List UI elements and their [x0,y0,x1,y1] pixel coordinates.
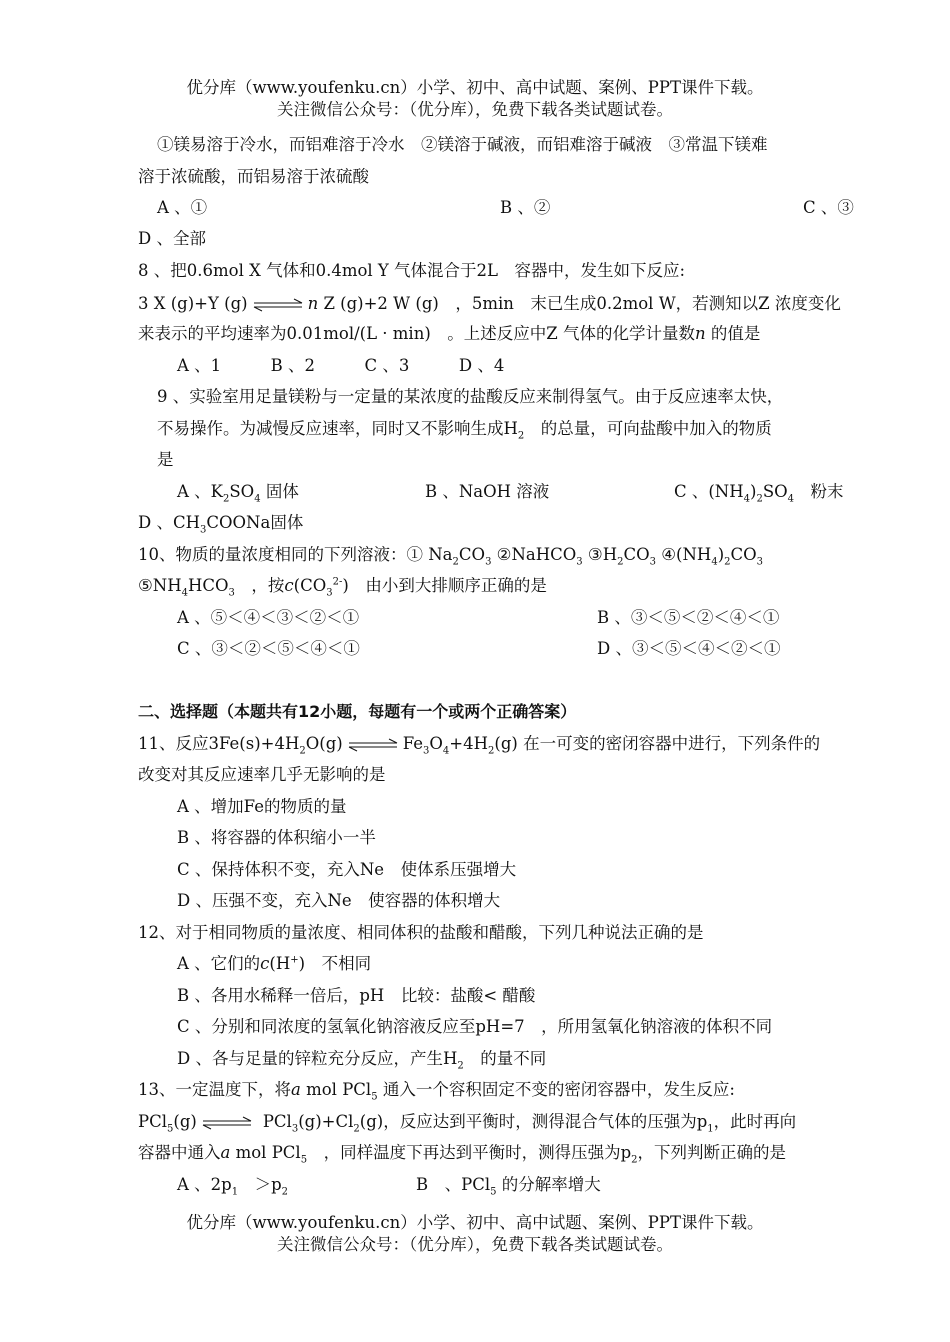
t: 2 [724,556,731,568]
t: 3 [200,524,207,536]
t: 3 [326,587,333,599]
q12-stem: 12、对于相同物质的量浓度、相同体积的盐酸和醋酸，下列几种说法正确的是 [138,923,704,942]
t: 粉末 [794,482,844,501]
header-line-2: 关注微信公众号：（优分库），免费下载各类试题试卷。 [277,100,673,119]
t: c [260,954,270,973]
t: +4H [449,734,489,753]
t: 13、一定温度下，将 [138,1080,291,1099]
q8-options: A 、1 B 、2 C 、3 D 、4 [177,356,505,375]
q10-option-a: A 、⑤＜④＜③＜②＜① [177,608,360,627]
t: 5 [300,1154,308,1166]
q9-option-b: B 、NaOH 溶液 [425,482,550,501]
equilibrium-arrow-icon [201,1116,253,1130]
q11-option-d: D 、压强不变，充入Ne 使容器的体积增大 [177,891,501,910]
t: ＞p [238,1175,282,1194]
t: O(g) [305,734,343,753]
q8-stem-line-1: 8 、把0.6mol X 气体和0.4mol Y 气体混合于2L 容器中，发生如下反应: [138,261,686,280]
t: ，同样温度下再达到平衡时，测得压强为p [307,1143,632,1162]
t: 2 [617,556,624,568]
q11-option-c: C 、保持体积不变，充入Ne 使体系压强增大 [177,860,517,879]
t: 2 [452,556,459,568]
q13-stem-line-3 [138,1142,786,1164]
t: 5 [371,1091,378,1103]
t: (CO [293,576,327,595]
equilibrium-arrow-icon [347,738,399,752]
t: 容器中通入 [138,1143,221,1162]
q11-option-a: A 、增加Fe的物质的量 [177,797,347,816]
t: D 、各与足量的锌粒充分反应，产生H [177,1049,458,1068]
q8-stem-n: n [694,324,706,343]
t: O [429,734,443,753]
t: (g)+Cl [298,1112,354,1131]
t: mol PCl [300,1080,372,1099]
footer-line-2: 关注微信公众号：（优分库），免费下载各类试题试卷。 [277,1235,673,1254]
q7-statement-line-2: 溶于浓硫酸，而铝易溶于浓硫酸 [138,167,369,186]
q9-option-d [138,512,303,534]
t: 2 [223,493,230,505]
t: COONa固体 [206,513,304,532]
q10-stem-line-1 [138,544,763,566]
q9-option-a [177,481,299,503]
q9-stem-line-2 [157,418,772,440]
t: 4 [254,493,261,505]
q13-option-b [416,1174,601,1196]
t: ，下列判断正确的是 [637,1143,787,1162]
t: C 、(NH [674,482,744,501]
t: 3 [228,587,235,599]
equilibrium-arrow-icon [252,298,304,312]
t: A 、它们的 [177,954,261,973]
t: 2 [631,1154,638,1166]
t: HCO [188,576,229,595]
t: ) 不相同 [298,954,372,973]
t: A 、K [177,482,223,501]
t: 10、物质的量浓度相同的下列溶液： [138,545,407,564]
t: CO [458,545,486,564]
q13-stem-line-2 [138,1111,796,1133]
q7-option-b: B 、② [500,198,551,217]
q11-stem-line-2: 改变对其反应速率几乎无影响的是 [138,765,386,784]
t: Fe [402,734,424,753]
t: mol PCl [230,1143,301,1162]
q9-stem-line-3: 是 [157,450,174,469]
q8-stem-line-3-text: 来表示的平均速率为0.01mol/(L · min) 。上述反应中Z 气体的化学计量数 [138,324,695,343]
q9-stem-line-2-b: 的总量，可向盐酸中加入的物质 [524,419,772,438]
q8-equation-left: 3 X (g)+Y (g) [138,294,248,313]
t: SO [229,482,255,501]
t: 2 [281,1186,289,1198]
t: 2 [756,493,763,505]
t: 2 [299,745,306,757]
q9-stem-line-1: 9 、实验室用足量镁粉与一定量的某浓度的盐酸反应来制得氢气。由于反应速率太快， [157,387,784,406]
t: 2- [332,576,343,588]
t: 3 [423,745,430,757]
q9-option-c [674,481,844,503]
q7-option-d: D 、全部 [138,229,206,248]
t: 3 [485,556,492,568]
t: 的量不同 [463,1049,547,1068]
q12-option-c: C 、分别和同浓度的氢氧化钠溶液反应至pH=7 ，所用氢氧化钠溶液的体积不同 [177,1017,773,1036]
t: 的分解率增大 [496,1175,601,1194]
t: 5 [490,1186,497,1198]
t: 3 [291,1123,299,1135]
t: 1 [707,1123,714,1135]
t: ②NaHCO [491,545,577,564]
t: ① Na [406,545,453,564]
q7-statement-line-1: ①镁易溶于冷水，而铝难溶于冷水 ②镁溶于碱液，而铝难溶于碱液 ③常温下镁难 [157,135,768,154]
t: CO [623,545,650,564]
t: c [284,576,294,595]
t: 3 [756,556,764,568]
t: 2 [353,1123,360,1135]
q7-option-c: C 、③ [803,198,854,217]
t: CO [730,545,757,564]
t: (H [269,954,291,973]
q10-option-c: C 、③＜②＜⑤＜④＜① [177,639,360,658]
t: 4 [787,493,795,505]
t: 通入一个容积固定不变的密闭容器中，发生反应: [377,1080,735,1099]
t: 11、反应3Fe(s)+4H [138,734,300,753]
t: ) 由小到大排顺序正确的是 [342,576,547,595]
t: 固体 [260,482,299,501]
t: (g)，反应达到平衡时，测得混合气体的压强为p [359,1112,708,1131]
t: a [220,1143,231,1162]
q7-option-a: A 、① [157,198,208,217]
q9-stem-line-2-a: 不易操作。为减慢反应速率，同时又不影响生成H [157,419,518,438]
q10-stem-line-2 [138,575,547,597]
t: D 、CH [138,513,200,532]
t: ，此时再向 [713,1112,797,1131]
t: (g) [173,1112,197,1131]
t: PCl [138,1112,168,1131]
q10-option-b: B 、③＜⑤＜②＜④＜① [597,608,780,627]
q9-sub: 2 [517,430,525,442]
q11-option-b: B 、将容器的体积缩小一半 [177,828,376,847]
q8-equation-line [138,293,841,315]
t: PCl [262,1112,292,1131]
t: ③H [582,545,618,564]
t: 5 [167,1123,174,1135]
q11-stem-line-1 [138,733,820,755]
t: ⑤NH [138,576,182,595]
q8-equation-right: Z (g)+2 W (g) ，5min 末已生成0.2mol W，若测知以Z 浓度变化 [318,294,841,313]
t: SO [762,482,788,501]
t: ，按 [234,576,285,595]
t: B 、PCl [416,1175,491,1194]
q12-option-a [177,953,371,975]
t: ) [717,545,725,564]
t: ④(NH [656,545,712,564]
q8-stem-line-3-end: 的值是 [705,324,761,343]
t: 4 [181,587,188,599]
q13-stem-line-1 [138,1079,735,1101]
t: ) [750,482,757,501]
q8-stem-line-3 [138,323,760,345]
t: (g) 在一可变的密闭容器中进行，下列条件的 [494,734,821,753]
q10-option-d: D 、③＜⑤＜④＜②＜① [597,639,781,658]
q8-coefficient-n: n [307,294,319,313]
t: 1 [231,1186,239,1198]
q12-option-d [177,1048,546,1070]
t: 4 [442,745,450,757]
t: A 、2p [177,1175,232,1194]
t: 3 [576,556,583,568]
q13-option-a [177,1174,288,1196]
header-line-1: 优分库（www.youfenku.cn）小学、初中、高中试题、案例、PPT课件下载。 [186,78,764,97]
section-2-heading: 二、选择题（本题共有12小题，每题有一个或两个正确答案） [138,702,577,721]
q12-option-b: B 、各用水稀释一倍后，pH 比较：盐酸< 醋酸 [177,986,536,1005]
t: 4 [743,493,751,505]
t: 2 [488,745,495,757]
footer-line-1: 优分库（www.youfenku.cn）小学、初中、高中试题、案例、PPT课件下载。 [186,1213,764,1232]
t: + [290,954,299,966]
t: 3 [649,556,657,568]
t: a [291,1080,301,1099]
t: 4 [711,556,718,568]
t: 2 [457,1060,464,1072]
